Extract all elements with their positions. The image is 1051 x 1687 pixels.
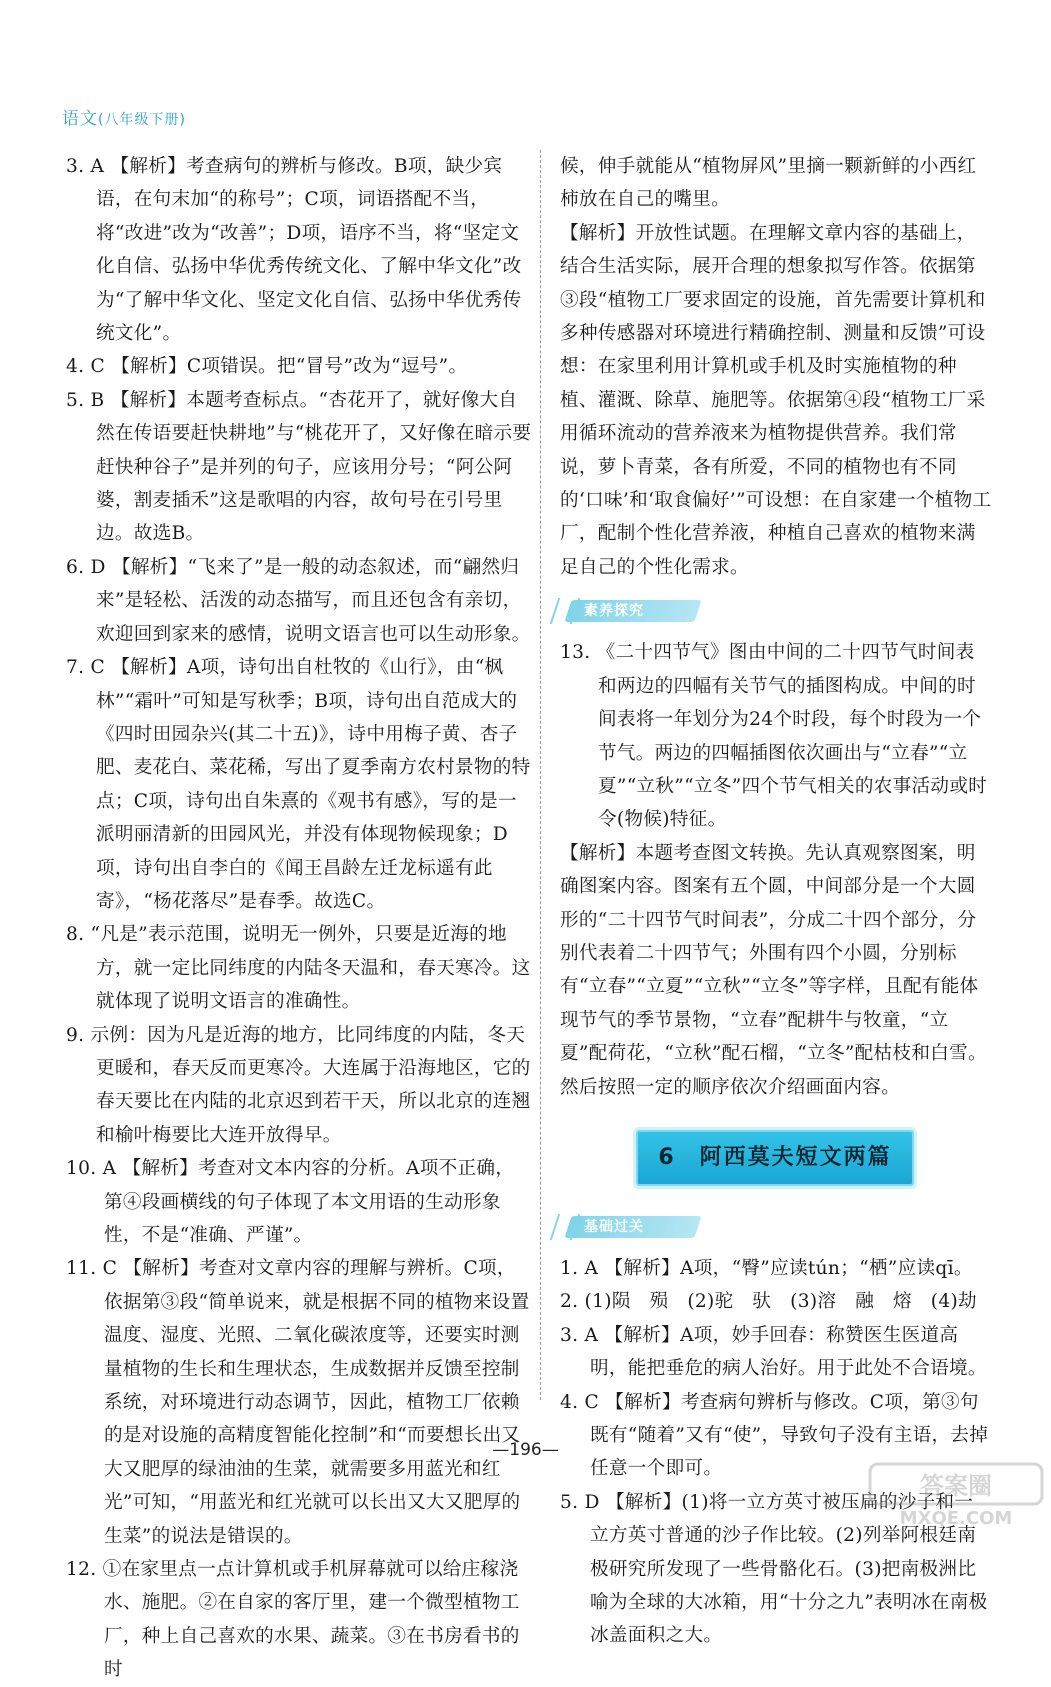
analysis-paragraph: 【解析】开放性试题。在理解文章内容的基础上，结合生活实际，展开合理的想象拟写作答。依据第③段“植物工厂要求固定的设施，首先需要计算机和多种传感器对环境进行精确控制、测量和反馈”可设想：在家里利用计算机或手机及时实施植物的种植、灌溉、除草、施肥等。依据第④段“植物工厂采用循环流动的营养液来为植物提供营养。我们常说，萝卜青菜，各有所爱，不同的植物也有不同的‘口味’和‘取食偏好’”可设想：在自家建一个植物工厂，配制个性化营养液，种植自己喜欢的植物来满足自己的个性化需求。 (560, 222, 992, 578)
answer-item: 8. “凡是”表示范围，说明无一例外，只要是近海的地方，就一定比同纬度的内陆冬天温和，春天寒冷。这就体现了说明文语言的准确性。 (66, 924, 531, 1013)
basic-section-tag (554, 1212, 704, 1242)
header-grade: (八年级下册) (98, 112, 186, 128)
answer-item: 11. C 【解析】考查对文章内容的理解与辨析。C项，依据第③段“简单说来，就是根据不同的植物来设置温度、湿度、光照、二氧化碳浓度等，还要实时测量植物的生长和生理状态，生成数据并反馈至控制系统，对环境进行动态调节，因此，植物工厂依赖的是对设施的高精度智能化控制”和“而要想长出又大又肥厚的绿油油的生菜，就需要多用蓝光和红光”可知，“用蓝光和红光就可以长出又大又肥厚的生菜”的说法是错误的。 (66, 1258, 530, 1547)
header-subject: 语文 (62, 109, 98, 129)
answer-continuation: 候，伸手就能从“植物屏风”里摘一颗新鲜的小西红柿放在自己的嘴里。 (560, 156, 977, 211)
watermark-logo-icon (868, 1460, 1044, 1530)
page-number: —196— (492, 1440, 559, 1460)
right-column (560, 150, 992, 1653)
svg-text:答案圈: 答案圈 (920, 1472, 992, 1500)
explore-section-tag (554, 596, 704, 626)
tag-label: 基础过关 (584, 1218, 644, 1235)
svg-text:MXQE.COM: MXQE.COM (899, 1508, 1013, 1529)
answer-item: 10. A 【解析】考查对文本内容的分析。A项不正确，第④段画横线的句子体现了本文用语的生动形象性，不是“准确、严谨”。 (66, 1158, 515, 1246)
section-title: 6 阿西莫夫短文两篇 (636, 1130, 914, 1186)
answer-item: 5. B 【解析】本题考查标点。“杏花开了，就好像大自然在传语要赶快耕地”与“桃花开了，又好像在暗示要赶快种谷子”是并列的句子，应该用分号；“阿公阿婆，割麦插禾”这是歌唱的内容，故句号在引号里边。故选B。 (66, 389, 532, 545)
answer-item: 1. A 【解析】A项，“臀”应读tún；“栖”应读qī。 (560, 1257, 973, 1279)
answer-item: 4. C 【解析】C项错误。把“冒号”改为“逗号”。 (66, 356, 468, 378)
answer-item: 5. D 【解析】(1)将一立方英寸被压扁的沙子和一立方英寸普通的沙子作比较。(2)列举阿根廷南极研究所发现了一些骨骼化石。(3)把南极洲比喻为全球的大冰箱，用“十分之九”表明冰在南极冰盖面积之大。 (560, 1491, 988, 1647)
answer-item: 12. ①在家里点一点计算机或手机屏幕就可以给庄稼浇水、施肥。②在自家的客厅里，建一个微型植物工厂，种上自己喜欢的水果、蔬菜。③在书房看书的时 (66, 1559, 520, 1681)
answer-item: 2. (1)陨 殒 (2)驼 驮 (3)溶 融 熔 (4)劫 (560, 1291, 977, 1313)
column-divider (540, 150, 541, 1400)
analysis-paragraph: 【解析】本题考查图文转换。先认真观察图案，明确图案内容。图案有五个圆，中间部分是一个大圆形的“二十四节气时间表”，分成二十四个部分，分别代表着二十四节气；外围有四个小圆，分别标有“立春”“立夏”“立秋”“立冬”等字样，且配有能体现节气的季节景物，“立春”配耕牛与牧童，“立夏”配荷花，“立秋”配石榴，“立冬”配枯枝和白雪。然后按照一定的顺序依次介绍画面内容。 (560, 842, 987, 1098)
answer-item: 9. 示例：因为凡是近海的地方，比同纬度的内陆，冬天更暖和，春天反而更寒冷。大连属于沿海地区，它的春天要比在内陆的北京迟到若干天，所以北京的连翘和榆叶梅要比大连开放得早。 (66, 1024, 531, 1146)
answer-item: 13. 《二十四节气》图由中间的二十四节气时间表和两边的四幅有关节气的插图构成。中间的时间表将一年划分为24个时段，每个时段为一个节气。两边的四幅插图依次画出与“立春”“立夏”“立秋”“立冬”四个节气相关的农事活动或时令(物候)特征。 (560, 642, 988, 831)
answer-item: 7. C 【解析】A项，诗句出自杜牧的《山行》，由“枫林”“霜叶”可知是写秋季；B项，诗句出自范成大的《四时田园杂兴(其二十五)》，诗中用梅子黄、杏子肥、麦花白、菜花稀，写出了夏季南方农村景物的特点；C项，诗句出自朱熹的《观书有感》，写的是一派明丽清新的田园风光，并没有体现物候现象；D项，诗句出自李白的《闻王昌龄左迁龙标遥有此寄》，“杨花落尽”是春季。故选C。 (66, 657, 531, 912)
answer-item: 3. A 【解析】A项，妙手回春：称赞医生医道高明，能把垂危的病人治好。用于此处不合语境。 (560, 1324, 987, 1380)
tag-label: 素养探究 (584, 603, 644, 620)
answer-item: 6. D 【解析】“飞来了”是一般的动态叙述，而“翩然归来”是轻松、活泼的动态描写，而且还包含有亲切，欢迎回到家来的感情，说明文语言也可以生动形象。 (66, 556, 531, 645)
answer-item: 4. C 【解析】考查病句辨析与修改。C项，第③句既有“随着”又有“使”，导致句子没有主语，去掉任意一个即可。 (560, 1391, 989, 1480)
answer-item: 3. A 【解析】考查病句的辨析与修改。B项，缺少宾语，在句末加“的称号”；C项，词语搭配不当，将“改进”改为“改善”；D项，语序不当，将“坚定文化自信、弘扬中华优秀传统文化、了解中华文化”改为“了解中华文化、坚定文化自信、弘扬中华优秀传统文化”。 (66, 156, 522, 345)
running-header (62, 104, 186, 129)
